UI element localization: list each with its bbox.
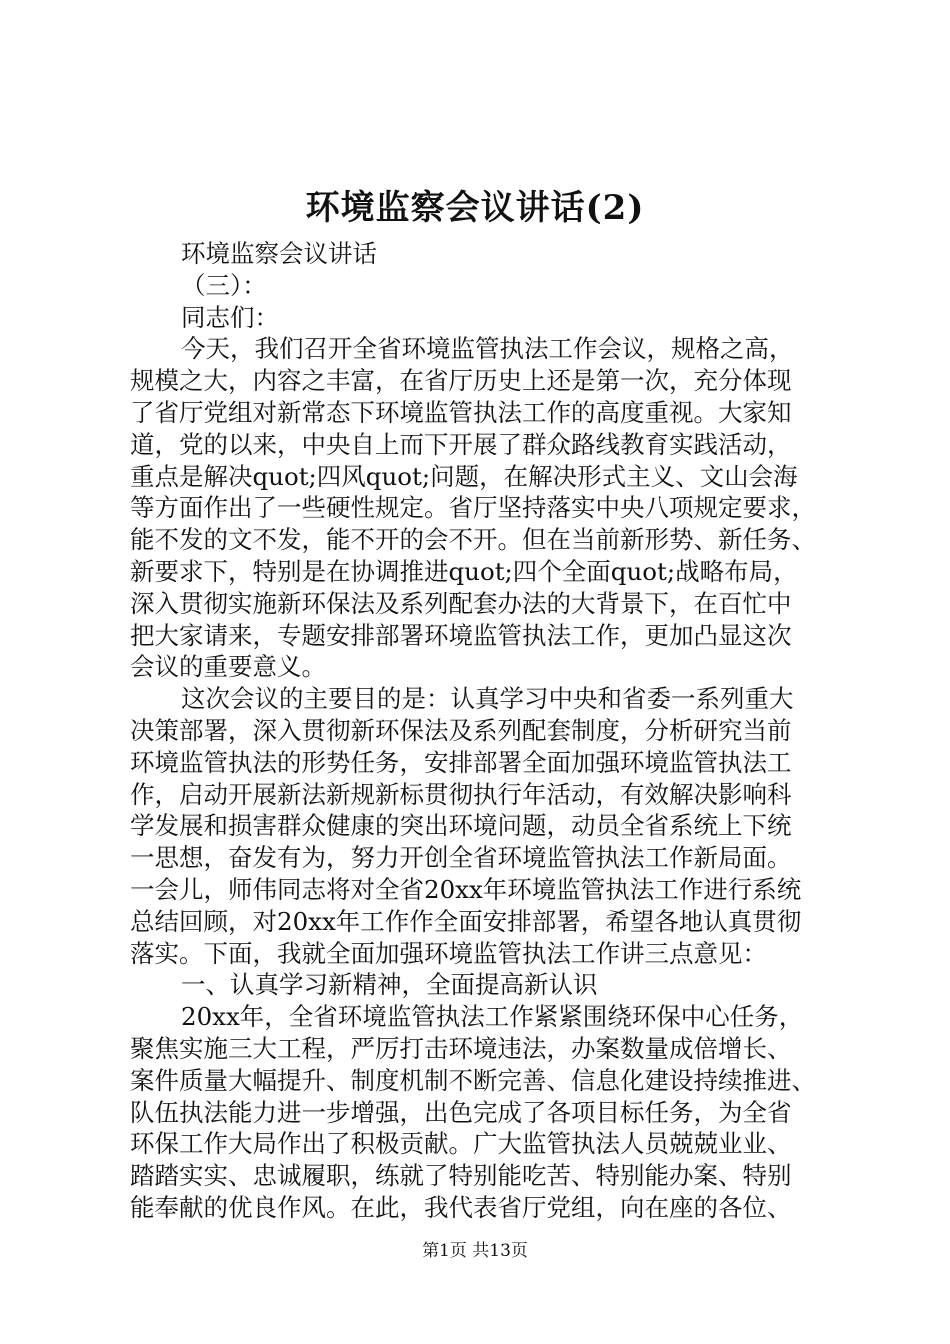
text-line: 能奉献的优良作风。在此，我代表省厅党组，向在座的各位、 [130, 1192, 792, 1222]
text-line: 新要求下，特别是在协调推进quot;四个全面quot;战略布局， [130, 556, 798, 586]
text-line: 等方面作出了一些硬性规定。省厅坚持落实中央八项规定要求， [130, 493, 816, 523]
text-line: 环境监察会议讲话 [181, 239, 377, 268]
text-line: 一思想，奋发有为，努力开创全省环境监管执法工作新局面。 [130, 843, 792, 873]
text-line: 一会儿，师伟同志将对全省20xx年环境监管执法工作进行系统 [130, 874, 802, 904]
text-line: 会议的重要意义。 [130, 652, 326, 682]
text-line: （三）： [181, 270, 267, 300]
text-line: 20xx年，全省环境监管执法工作紧紧围绕环保中心任务， [181, 1002, 804, 1032]
text-line: 深入贯彻实施新环保法及系列配套办法的大背景下，在百忙中 [130, 588, 792, 618]
text-line: 踏踏实实、忠诚履职，练就了特别能吃苦、特别能办案、特别 [130, 1161, 792, 1191]
page-footer: 第1页 共13页 [422, 1241, 528, 1261]
text-line: 规模之大，内容之丰富，在省厅历史上还是第一次，充分体现 [130, 366, 792, 396]
text-line: 能不发的文不发，能不开的会不开。但在当前新形势、新任务、 [130, 525, 816, 555]
document-body [130, 238, 830, 1224]
text-line: 聚焦实施三大工程，严厉打击环境违法，办案数量成倍增长、 [130, 1033, 792, 1063]
text-line: 同志们： [181, 302, 279, 332]
text-line: 决策部署，深入贯彻新环保法及系列配套制度，分析研究当前 [130, 715, 792, 745]
text-line: 了省厅党组对新常态下环境监管执法工作的高度重视。大家知 [130, 397, 792, 427]
text-line: 把大家请来，专题安排部署环境监管执法工作，更加凸显这次 [130, 620, 792, 650]
text-line: 作，启动开展新法新规新标贯彻执行年活动，有效解决影响科 [130, 779, 792, 809]
text-line: 案件质量大幅提升、制度机制不断完善、信息化建设持续推进、 [130, 1065, 816, 1095]
text-line: 落实。下面，我就全面加强环境监管执法工作讲三点意见： [130, 938, 767, 968]
text-line: 这次会议的主要目的是：认真学习中央和省委一系列重大 [181, 684, 794, 714]
text-line: 队伍执法能力进一步增强，出色完成了各项目标任务，为全省 [130, 1097, 792, 1127]
text-line: 环境监管执法的形势任务，安排部署全面加强环境监管执法工 [130, 747, 792, 777]
text-line: 道，党的以来，中央自上而下开展了群众路线教育实践活动， [130, 429, 792, 459]
text-line: 今天，我们召开全省环境监管执法工作会议，规格之高， [181, 334, 794, 364]
text-line: 一、认真学习新精神，全面提高新认识 [181, 970, 598, 1000]
text-line: 总结回顾，对20xx年工作作全面安排部署，希望各地认真贯彻 [130, 906, 802, 936]
text-line: 重点是解决quot;四风quot;问题，在解决形式主义、文山会海 [130, 461, 798, 491]
text-line: 环保工作大局作出了积极贡献。广大监管执法人员兢兢业业、 [130, 1129, 792, 1159]
text-line: 学发展和损害群众健康的突出环境问题，动员全省系统上下统 [130, 811, 792, 841]
document-title: 环境监察会议讲话(2) [305, 188, 645, 228]
